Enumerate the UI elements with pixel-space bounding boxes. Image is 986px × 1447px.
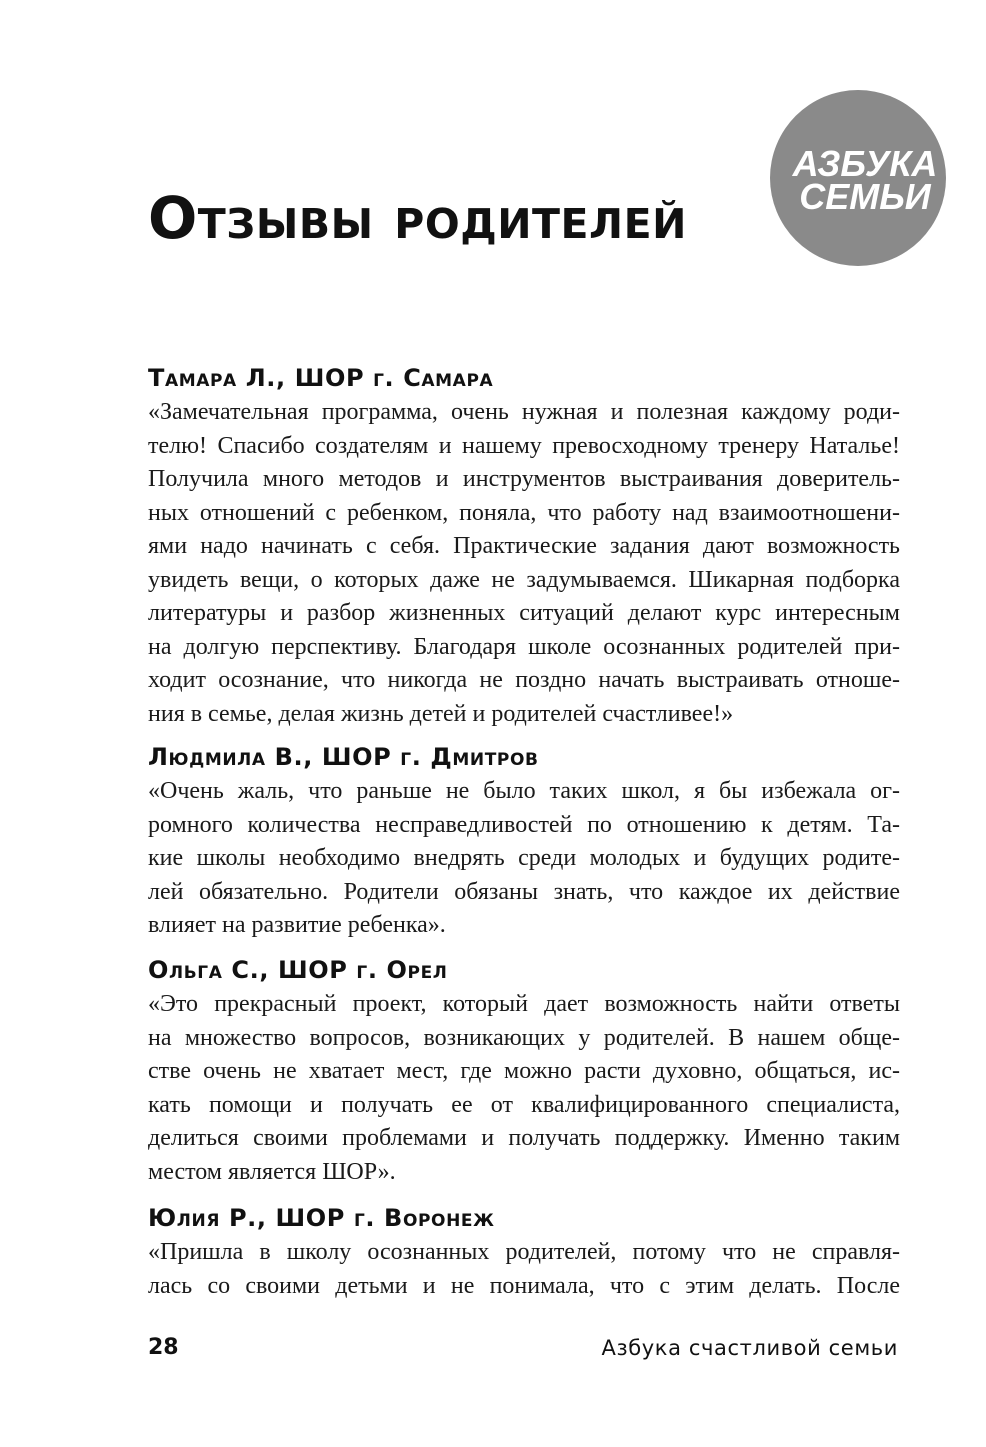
review-line: Получила много методов и инструментов выстраивания доверитель-: [148, 466, 900, 492]
review-author: Юлия Р., ШОР г. Воронеж: [148, 1204, 495, 1232]
review-line: кие школы необходимо внедрять среди молодых и будущих родите-: [148, 845, 900, 871]
review-line: «Это прекрасный проект, который дает возможность найти ответы: [148, 991, 900, 1017]
review-4: [148, 1204, 900, 1303]
review-line: ромного количества несправедливостей по отношению к детям. Та-: [148, 811, 900, 838]
page-number: 28: [148, 1335, 179, 1360]
review-author: Людмила В., ШОР г. Дмитров: [148, 743, 539, 771]
review-author: Тамара Л., ШОР г. Самара: [148, 364, 494, 392]
review-line: на множество вопросов, возникающих у родителей. В нашем обще-: [148, 1024, 900, 1051]
review-line: телю! Спасибо создателям и нашему превосходному тренеру Наталье!: [148, 432, 900, 459]
review-line: «Очень жаль, что раньше не было таких школ, я бы избежала ог-: [148, 778, 900, 804]
review-author: Ольга С., ШОР г. Орел: [148, 956, 448, 984]
review-line: делиться своими проблемами и получать поддержку. Именно таким: [148, 1125, 900, 1151]
review-line: ходит осознание, что никогда не поздно начать выстраивать отноше-: [148, 667, 900, 693]
review-3: [148, 956, 900, 1189]
review-line: литературы и разбор жизненных ситуаций делают курс интересным: [148, 600, 900, 626]
review-1: [148, 364, 900, 731]
badge-text: [770, 143, 946, 217]
review-line: увидеть вещи, о которых даже не задумываемся. Шикарная подборка: [148, 566, 900, 593]
review-line: стве очень не хватает мест, где можно расти духовно, общаться, ис-: [148, 1058, 900, 1084]
review-line: «Замечательная программа, очень нужная и полезная каждому роди-: [148, 399, 900, 425]
review-line: ных отношений с ребенком, поняла, что работу над взаимоотношени-: [148, 499, 900, 526]
review-line: местом является ШОР».: [148, 1158, 396, 1185]
review-line: лась со своими детьми и не понимала, что с этим делать. После: [148, 1272, 900, 1299]
page-title: Отзывы родителей: [148, 184, 687, 252]
review-line: лей обязательно. Родители обязаны знать, что каждое их действие: [148, 878, 900, 905]
section-badge: [770, 90, 946, 266]
running-title: Азбука счастливой семьи: [601, 1336, 898, 1360]
review-2: [148, 743, 900, 943]
review-line: влияет на развитие ребенка».: [148, 912, 446, 938]
badge-line-2: СЕМЬИ: [799, 176, 931, 217]
review-line: «Пришла в школу осознанных родителей, потому что не справля-: [148, 1239, 900, 1265]
review-line: ями надо начинать с себя. Практические задания дают возможность: [148, 533, 900, 559]
review-line: на долгую перспективу. Благодаря школе осознанных родителей при-: [148, 633, 900, 660]
review-line: кать помощи и получать ее от квалифицированного специалиста,: [148, 1091, 900, 1118]
review-line: ния в семье, делая жизнь детей и родителей счастливее!»: [148, 700, 734, 727]
badge-line-1: АЗБУКА: [792, 143, 938, 184]
